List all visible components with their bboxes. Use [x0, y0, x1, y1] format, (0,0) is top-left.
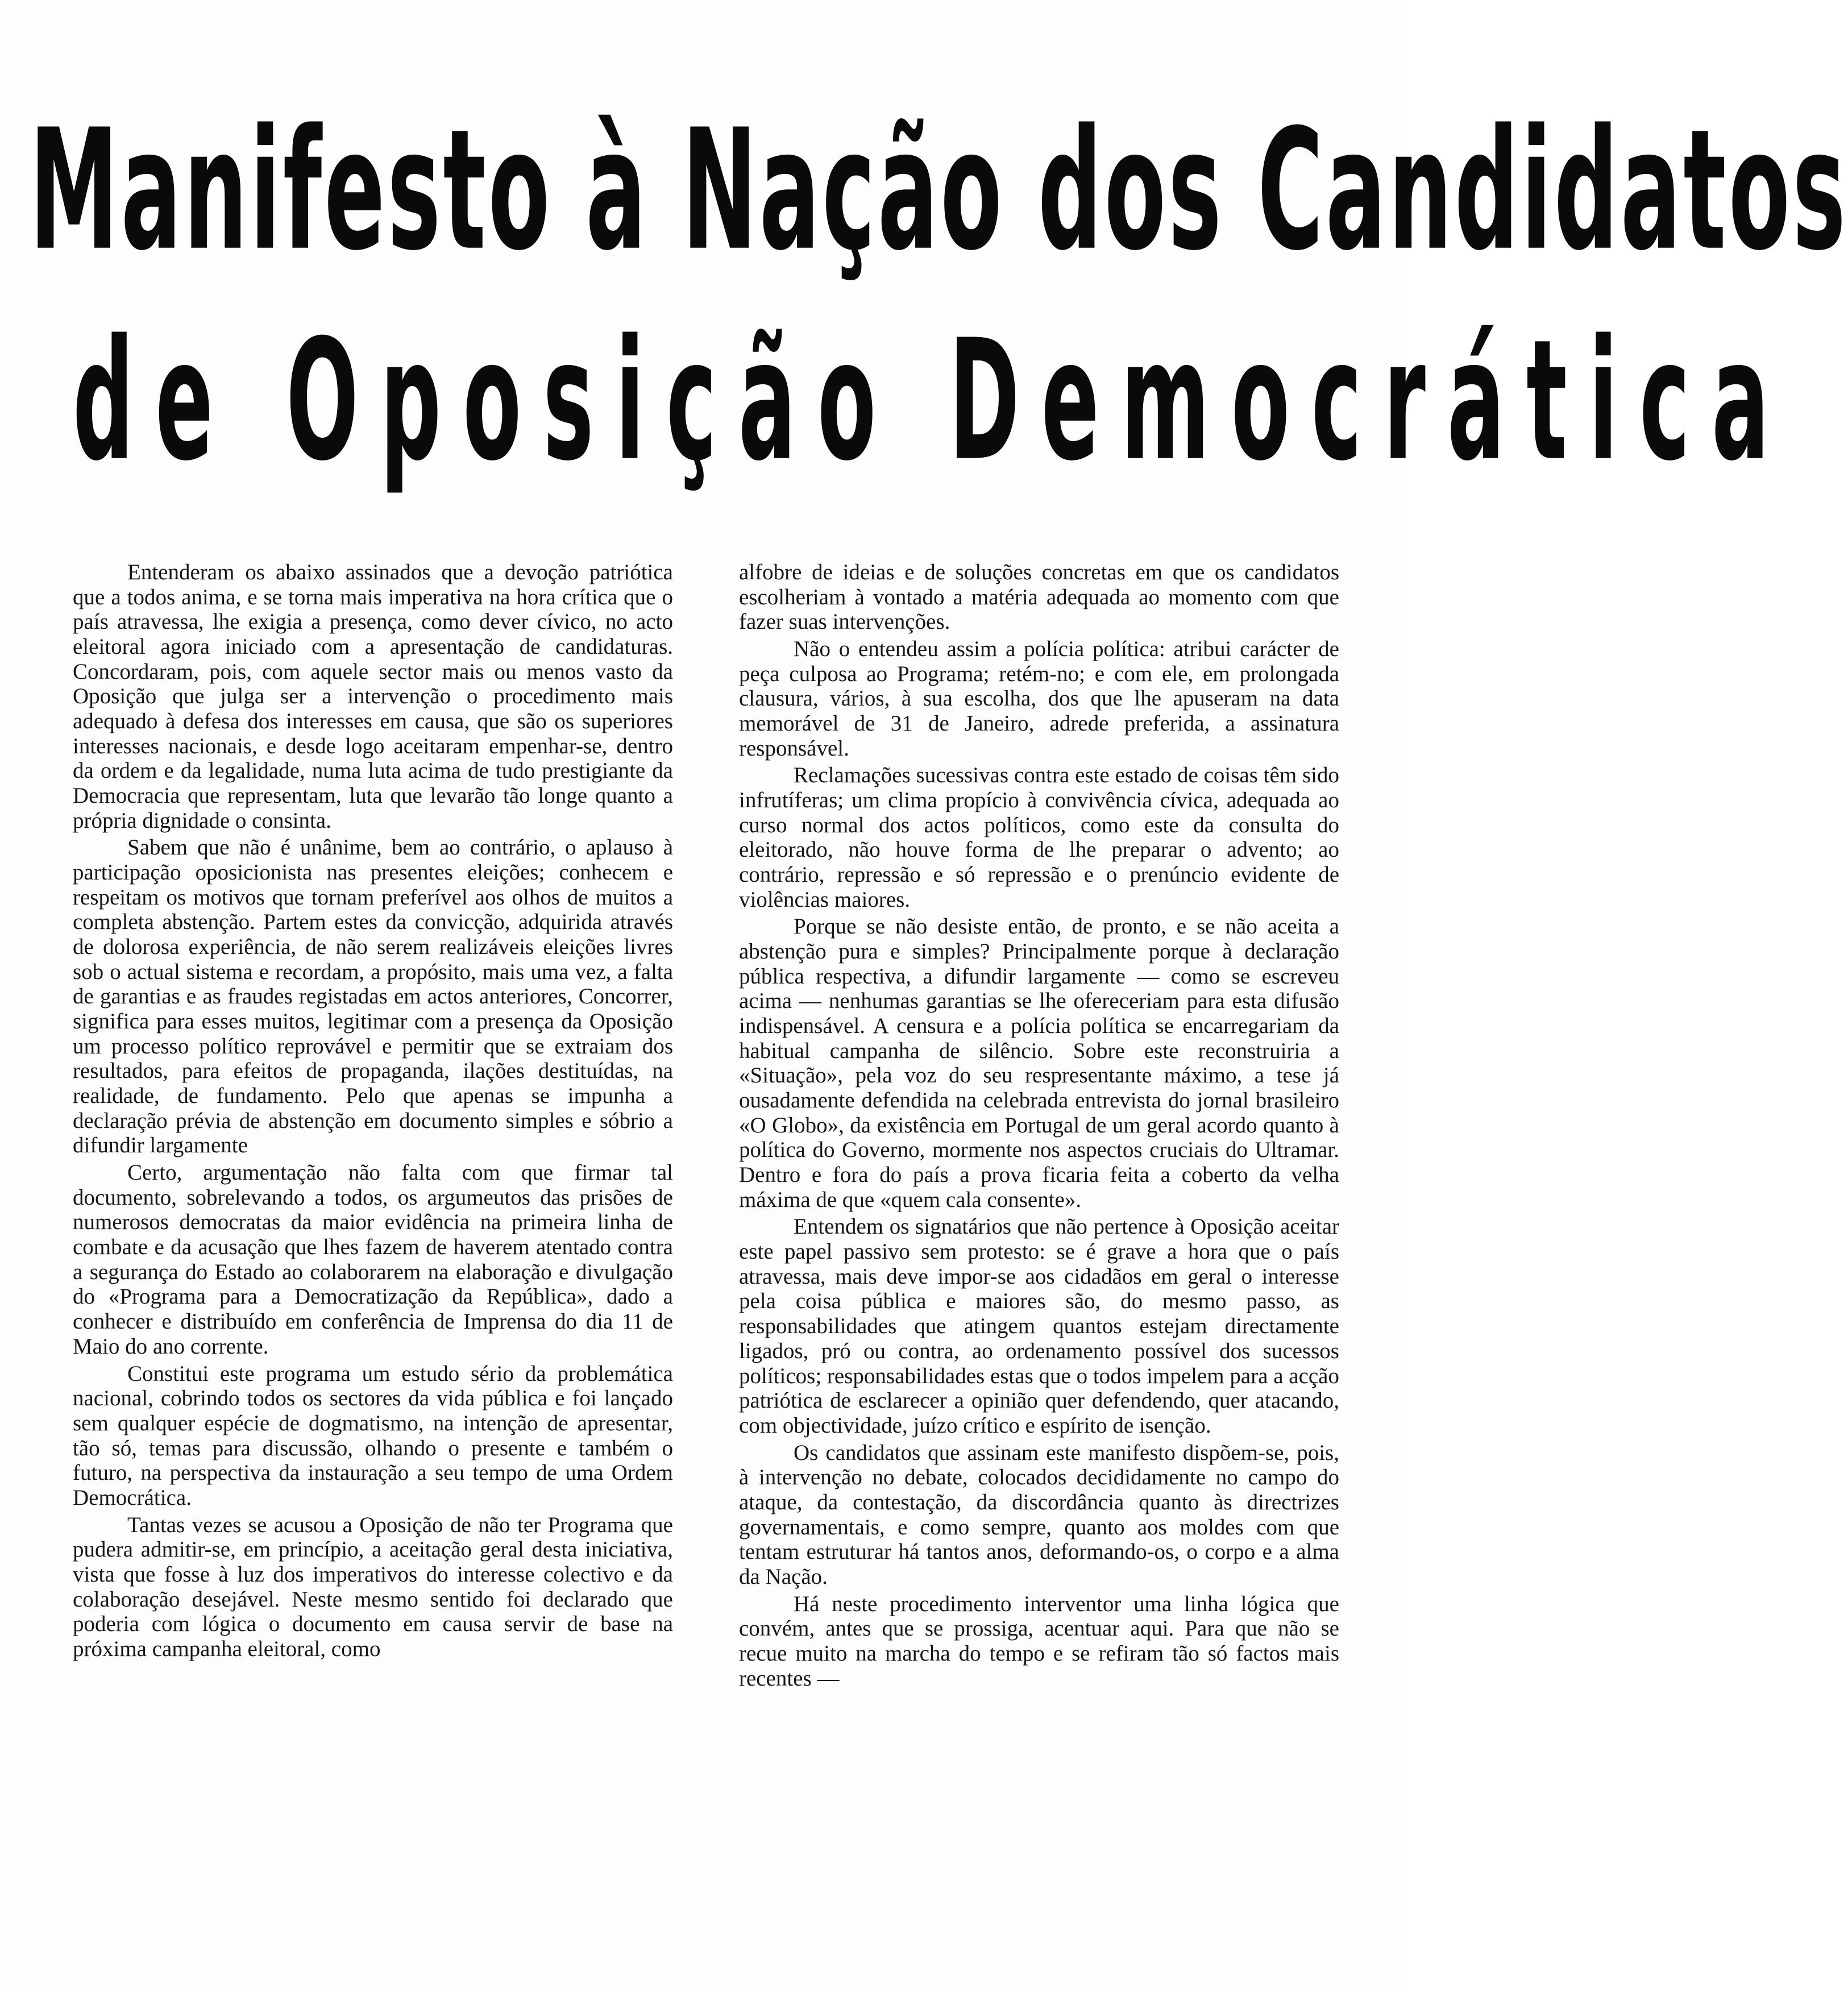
right-paragraph: Há neste procedimento interventor uma linha lógica que convém, antes que se prossiga, acentuar aqui. Para que não se recue muito na marcha do tempo e se refiram tão só factos mais recentes —: [739, 1591, 1339, 1691]
right-paragraph: alfobre de ideias e de soluções concretas em que os candidatos escolheriam à vontado a matéria adequada ao momento com que fazer suas intervenções.: [739, 560, 1339, 634]
right-paragraph: Não o entendeu assim a polícia política: atribui carácter de peça culposa ao Programa; retém-no; e com ele, em prolongada clausura, vários, à sua escolha, dos que lhe apuseram na data memorável de 31 de Janeiro, adrede preferida, a assinatura responsável.: [739, 637, 1339, 761]
right-column: [739, 560, 1339, 1691]
left-paragraph: Constitui este programa um estudo sério da problemática nacional, cobrindo todos os sectores da vida pública e foi lançado sem qualquer espécie de dogmatismo, na intenção de apresentar, tão só, temas para discussão, olhando o presente e também o futuro, na perspectiva da instauração a seu tempo de uma Ordem Democrática.: [73, 1361, 673, 1510]
right-paragraph: Porque se não desiste então, de pronto, e se não aceita a abstenção pura e simples? Principalmente porque à declaração pública respectiva, a difundir largamente — como se escreveu acima — nenhumas garantias se lhe ofereceriam para esta difusão indispensável. A censura e a polícia política se encarregariam da habitual campanha de silêncio. Sobre este reconstruiria a «Situação», pela voz do seu respresentante máximo, a tese já ousadamente defendida na celebrada entrevista do jornal brasileiro «O Globo», da existência em Portugal de um geral acordo quanto à política do Governo, mormente nos aspectos cruciais do Ultramar. Dentro e fora do país a prova ficaria feita a coberto da velha máxima de que «quem cala consente».: [739, 914, 1339, 1212]
headline-line-1-text: Manifesto à Nação dos Candidatos: [29, 94, 1848, 288]
left-paragraph: Tantas vezes se acusou a Oposição de não ter Programa que pudera admitir-se, em princípio, a aceitação geral desta iniciativa, vista que fosse à luz dos imperativos do interesse colectivo e da colaboração desejável. Neste mesmo sentido foi declarado que poderia com lógica o documento em causa servir de base na próxima campanha eleitoral, como: [73, 1512, 673, 1661]
right-paragraph: Entendem os signatários que não pertence à Oposição aceitar este papel passivo sem protesto: se é grave a hora que o país atravessa, mais deve impor-se aos cidadãos em geral o interesse pela coisa pública e maiores são, do mesmo passo, as responsabilidades que atingem quantos estejam directamente ligados, pró ou contra, ao ordenamento possível dos sucessos políticos; responsabilidades estas que o todos impelem para a acção patriótica de esclarecer a opinião quer defendendo, quer atacando, com objectividade, juízo crítico e espírito de isenção.: [739, 1214, 1339, 1438]
left-paragraph: Sabem que não é unânime, bem ao contrário, o aplauso à participação oposicionista nas presentes eleições; conhecem e respeitam os motivos que tornam preferível aos olhos de muitos a completa abstenção. Partem estes da convicção, adquirida através de dolorosa experiência, de não serem realizáveis eleições livres sob o actual sistema e recordam, a propósito, mais uma vez, a falta de garantias e as fraudes registadas em actos anteriores, Concorrer, significa para esses muitos, legitimar com a presença da Oposição um processo político reprovável e permitir que se extraiam dos resultados, para efeitos de propaganda, ilações destituídas, na realidade, de fundamento. Pelo que apenas se impunha a declaração prévia de abstenção em documento simples e sóbrio a difundir largamente: [73, 835, 673, 1158]
left-column: [73, 560, 673, 1662]
left-paragraph: Entenderam os abaixo assinados que a devoção patriótica que a todos anima, e se torna mais imperativa na hora crítica que o país atravessa, lhe exigia a presença, como dever cívico, no acto eleitoral agora iniciado com a apresentação de candidaturas. Concordaram, pois, com aquele sector mais ou menos vasto da Oposição que julga ser a intervenção o procedimento mais adequado à defesa dos interesses em causa, que são os superiores interesses nacionais, e desde logo aceitaram empenhar-se, dentro da ordem e da legalidade, numa luta acima de tudo prestigiante da Democracia que representam, luta que levarão tão longe quanto a própria dignidade o consinta.: [73, 560, 673, 833]
headline-line-2-text: de Oposição Democrática: [73, 305, 1791, 498]
headline-line-1: [29, 94, 1848, 288]
right-paragraph: Reclamações sucessivas contra este estado de coisas têm sido infrutíferas; um clima propício à convivência cívica, adequada ao curso normal dos actos políticos, como este da consulta do eleitorado, não houve forma de lhe preparar o advento; ao contrário, repressão e só repressão e o prenúncio evidente de violências maiores.: [739, 763, 1339, 912]
left-paragraph: Certo, argumentação não falta com que firmar tal documento, sobrelevando a todos, os argumeutos das prisões de numerosos democratas da maior evidência na primeira linha de combate e da acusação que lhes fazem de haverem atentado contra a segurança do Estado ao colaborarem na elaboração e divulgação do «Programa para a Democratização da República», dado a conhecer e distribuído em conferência de Imprensa do dia 11 de Maio do ano corrente.: [73, 1160, 673, 1359]
right-paragraph: Os candidatos que assinam este manifesto dispõem-se, pois, à intervenção no debate, colocados decididamente no campo do ataque, da contestação, da discordância quanto às directrizes governamentais, e como sempre, quanto aos moldes com que tentam estruturar há tantos anos, deformando-os, o corpo e a alma da Nação.: [739, 1440, 1339, 1589]
headline-line-2: [73, 305, 1791, 498]
